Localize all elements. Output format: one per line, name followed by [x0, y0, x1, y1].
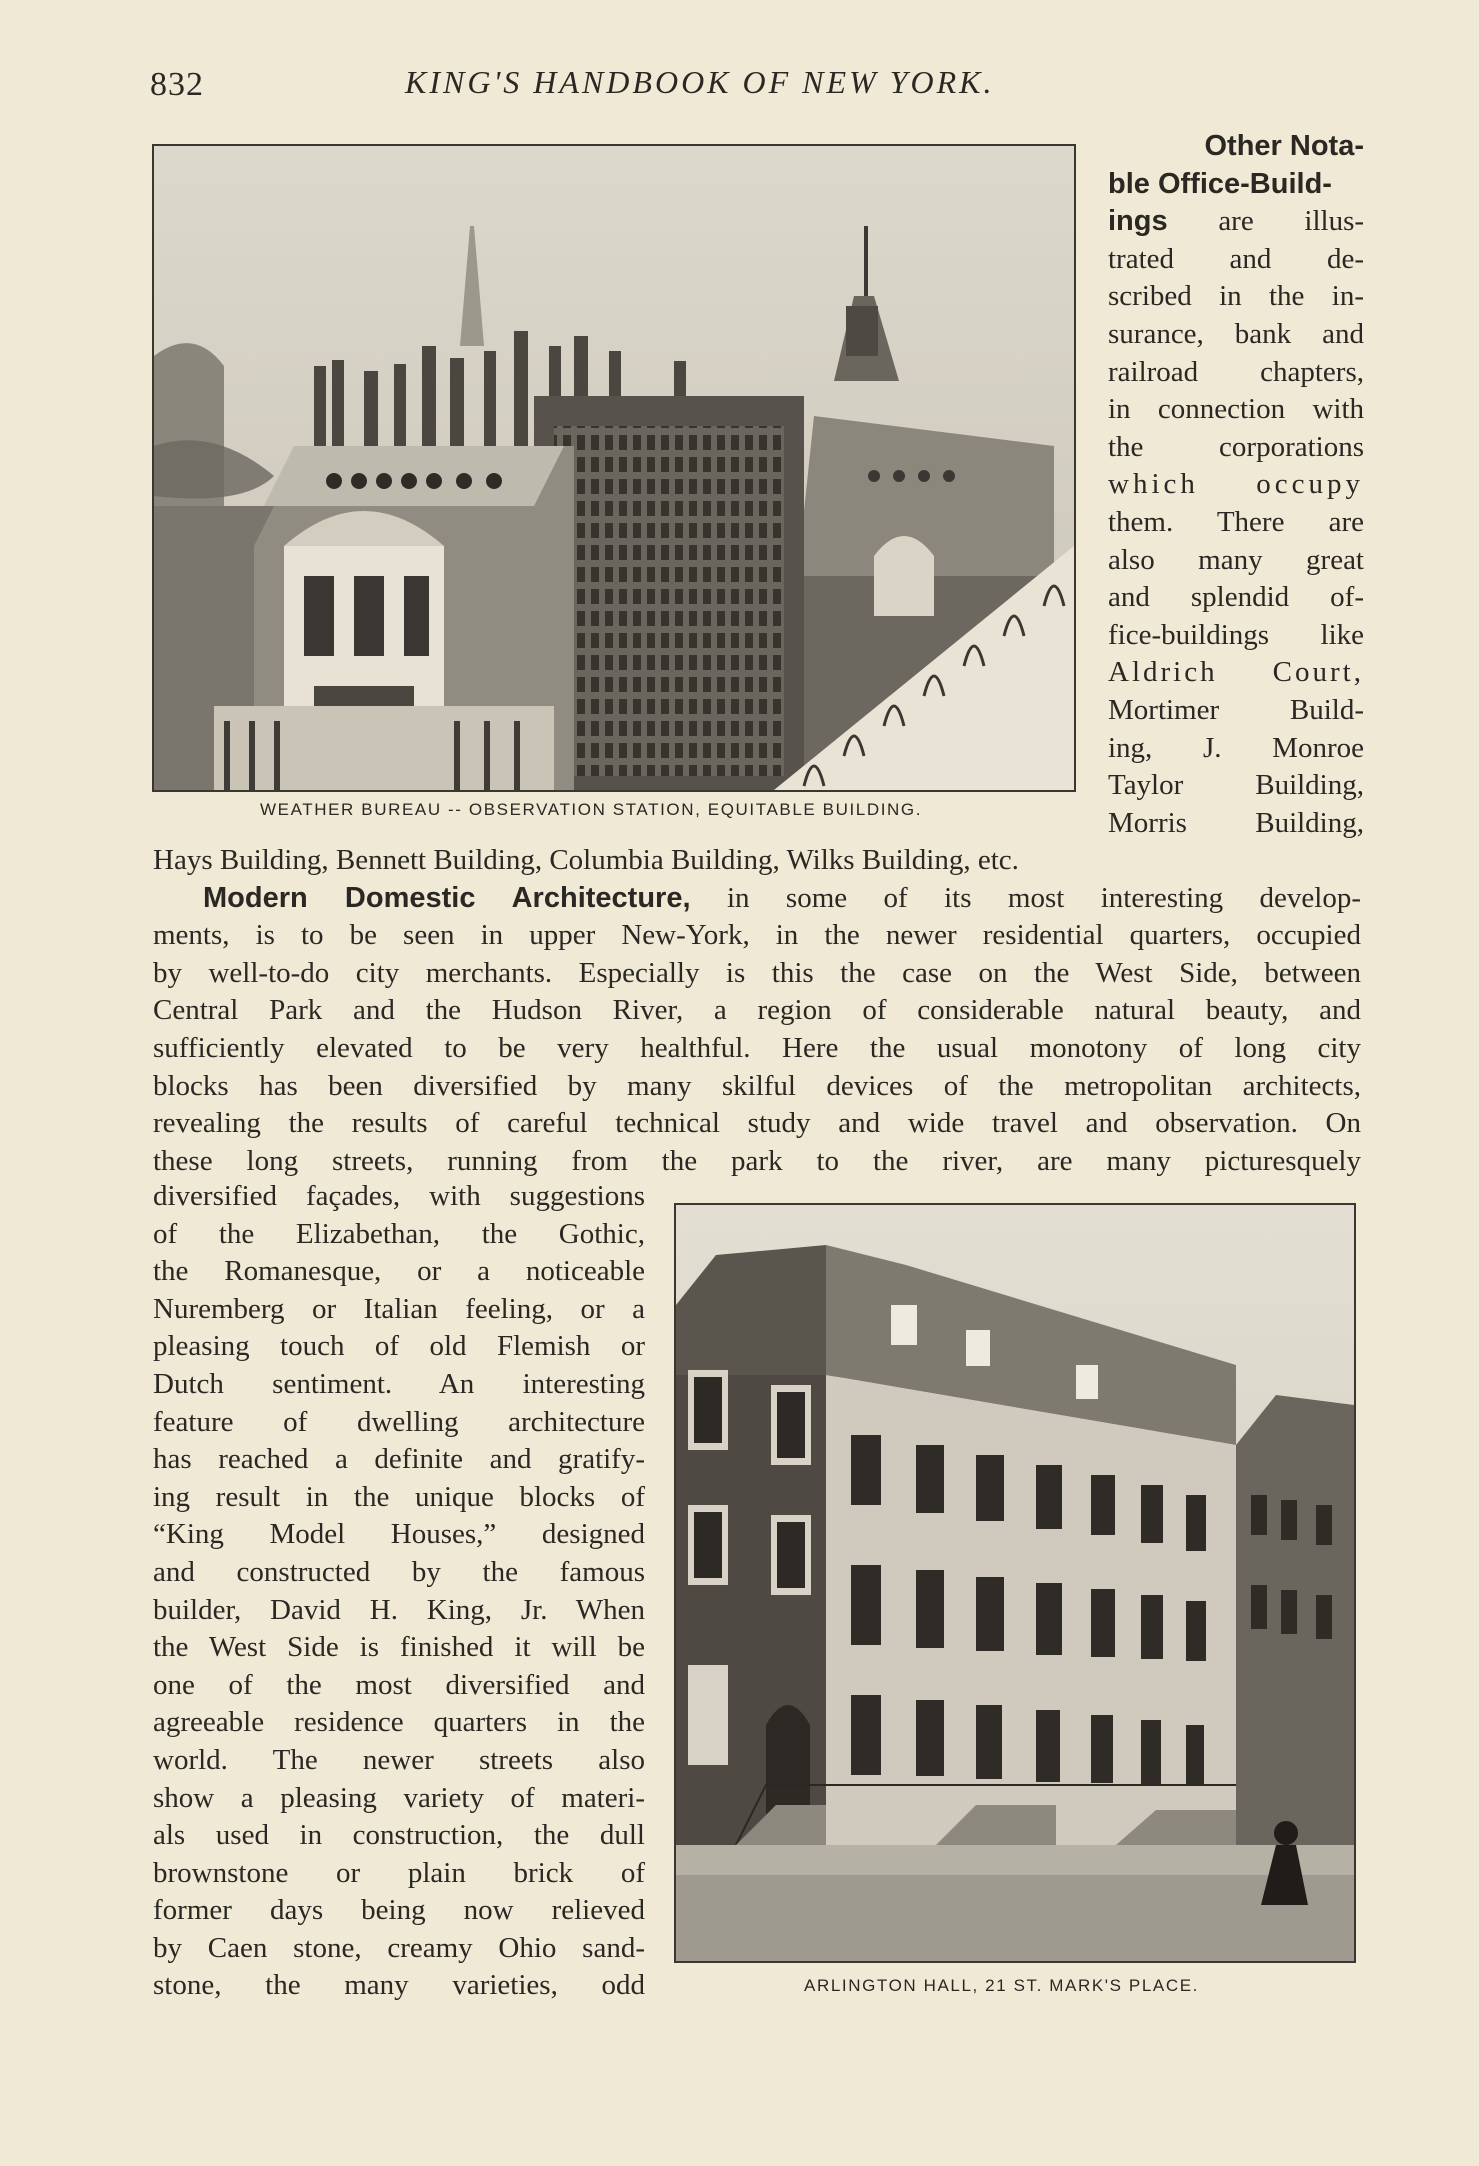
figure-caption-bottom: ARLINGTON HALL, 21 ST. MARK'S PLACE.: [804, 1976, 1199, 1995]
section-heading: Modern Domestic Architecture,: [203, 881, 691, 914]
column-line: world. The newer streets also: [153, 1743, 645, 1776]
column-line: one of the most diversified and: [153, 1668, 645, 1701]
column-line: and constructed by the famous: [153, 1555, 645, 1588]
arlington-hall-illustration: [674, 1203, 1356, 1963]
continuation-line: Hays Building, Bennett Building, Columbia Building, Wilks Building, etc.: [153, 844, 1019, 876]
column-line: the West Side is finished it will be: [153, 1631, 645, 1664]
body-line: these long streets, running from the park to the river, are many picturesquely: [153, 1144, 1361, 1177]
sidebar-first-line-rest: are illus-: [1218, 205, 1365, 238]
sidebar-line: Morris Building,: [1108, 806, 1364, 839]
column-line: Dutch sentiment. An interesting: [153, 1367, 645, 1400]
column-line: agreeable residence quarters in the: [153, 1706, 645, 1739]
column-line: the Romanesque, or a noticeable: [153, 1255, 645, 1288]
sidebar-line: Mortimer Build-: [1108, 693, 1364, 726]
column-line: by Caen stone, creamy Ohio sand-: [153, 1931, 645, 1964]
body-line: sufficiently elevated to be very healthful. Here the usual monotony of long city: [153, 1031, 1361, 1064]
sidebar-line: and splendid of-: [1108, 581, 1364, 614]
sidebar-heading-part: ble Office-Build-: [1108, 167, 1332, 200]
section-heading-rest: in some of its most interesting develop-: [726, 881, 1362, 914]
figure-caption-top: WEATHER BUREAU -- OBSERVATION STATION, EQUITABLE BUILDING.: [260, 800, 923, 819]
body-line: Central Park and the Hudson River, a region of considerable natural beauty, and: [153, 994, 1361, 1027]
column-line: former days being now relieved: [153, 1894, 645, 1927]
sidebar-line: surance, bank and: [1108, 317, 1364, 350]
column-line: brownstone or plain brick of: [153, 1856, 645, 1889]
body-full-width-block: [153, 842, 1361, 1180]
sidebar-line: also many great: [1108, 543, 1364, 576]
column-line: diversified façades, with suggestions: [153, 1180, 645, 1212]
weather-bureau-illustration: [152, 144, 1076, 792]
sidebar-line: which occupy: [1108, 468, 1364, 501]
column-line: of the Elizabethan, the Gothic,: [153, 1217, 645, 1250]
body-left-column: [153, 1178, 645, 2005]
body-line: revealing the results of careful technical study and wide travel and observation. On: [153, 1107, 1361, 1140]
sidebar-line: railroad chapters,: [1108, 355, 1364, 388]
column-line: builder, David H. King, Jr. When: [153, 1593, 645, 1626]
sidebar-line: in connection with: [1108, 393, 1364, 426]
column-line: Nuremberg or Italian feeling, or a: [153, 1292, 645, 1325]
page-number: 832: [150, 66, 204, 103]
sidebar-heading-line-3: [1108, 203, 1364, 241]
sidebar-heading-part: Other Nota-: [1204, 130, 1364, 162]
sidebar-line: ing, J. Monroe: [1108, 731, 1364, 764]
running-title: KING'S HANDBOOK OF NEW YORK.: [405, 64, 995, 100]
column-line: pleasing touch of old Flemish or: [153, 1330, 645, 1363]
sidebar-line: fice-buildings like: [1108, 618, 1364, 651]
sidebar-line: Aldrich Court,: [1108, 656, 1364, 689]
column-line: feature of dwelling architecture: [153, 1405, 645, 1438]
section-heading-line: [153, 880, 1361, 918]
body-line: by well-to-do city merchants. Especially is this the case on the West Side, between: [153, 956, 1361, 989]
column-line: als used in construction, the dull: [153, 1819, 645, 1852]
sidebar-line: trated and de-: [1108, 242, 1364, 275]
column-line: “King Model Houses,” designed: [153, 1518, 645, 1551]
column-line: has reached a definite and gratify-: [153, 1443, 645, 1476]
column-line: ing result in the unique blocks of: [153, 1480, 645, 1513]
column-line: show a pleasing variety of materi-: [153, 1781, 645, 1814]
sidebar-heading-line-1: [1108, 128, 1364, 166]
body-line: ments, is to be seen in upper New-York, in the newer residential quarters, occupied: [153, 919, 1361, 952]
sidebar-heading-line-2: [1108, 166, 1364, 204]
sidebar-line: the corporations: [1108, 430, 1364, 463]
column-line: stone, the many varieties, odd: [153, 1969, 645, 2002]
sidebar-line: them. There are: [1108, 505, 1364, 538]
body-line: blocks has been diversified by many skilful devices of the metropolitan architects,: [153, 1069, 1361, 1102]
sidebar-line: scribed in the in-: [1108, 280, 1364, 313]
sidebar-text-column: [1108, 128, 1364, 842]
sidebar-line: Taylor Building,: [1108, 769, 1364, 802]
sidebar-heading-part: ings: [1108, 205, 1168, 238]
